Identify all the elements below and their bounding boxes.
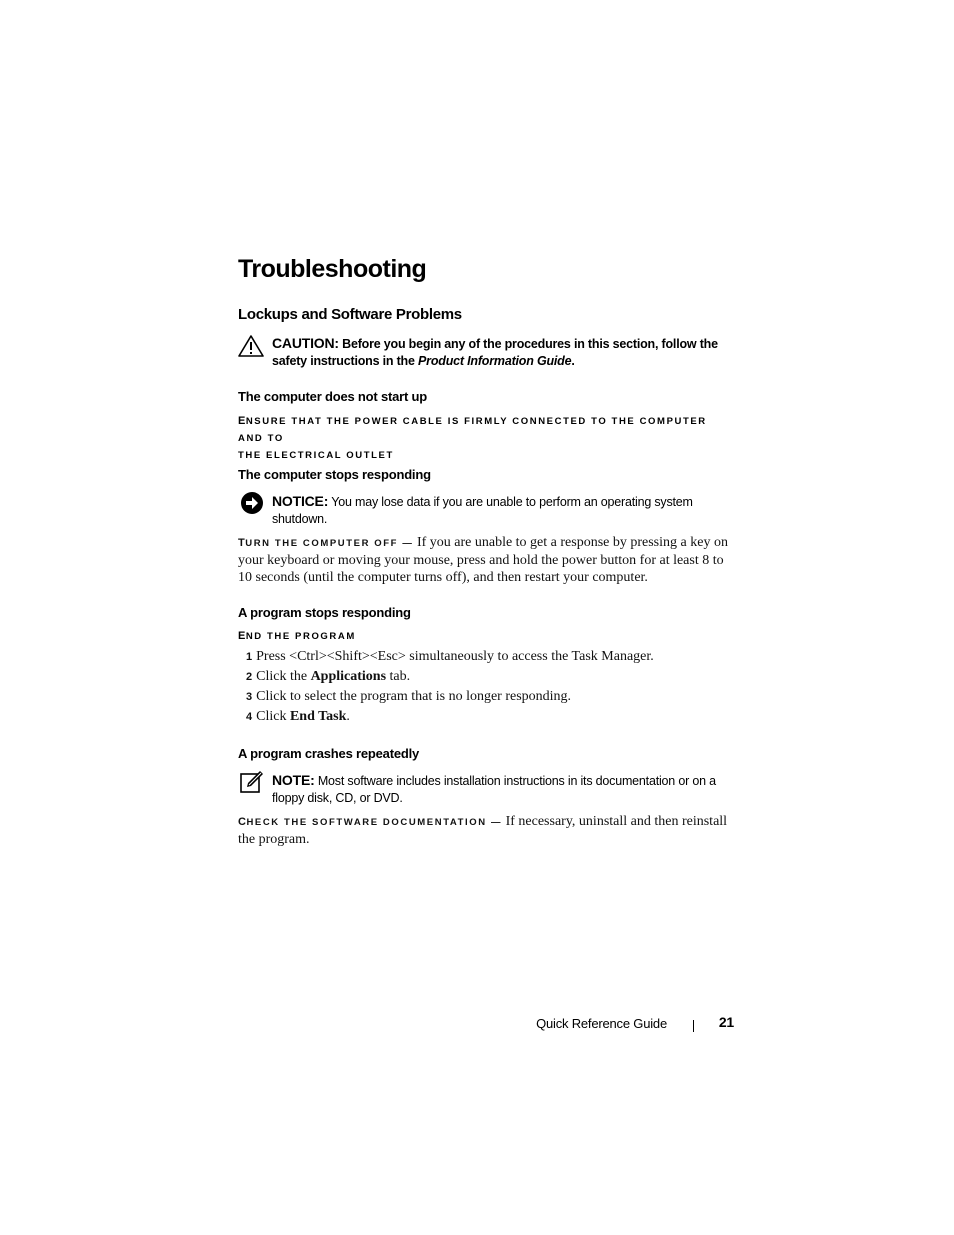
- topic-heading-program-crashes: A program crashes repeatedly: [238, 746, 420, 761]
- end-program-label: END THE PROGRAM: [238, 630, 356, 642]
- page-number: 21: [718, 1014, 734, 1030]
- applications-tab-name: Applications: [310, 669, 387, 684]
- instruction-power-cable: [238, 413, 734, 464]
- steps-list: [246, 647, 736, 727]
- topic-heading-stops-responding: The computer stops responding: [238, 467, 431, 482]
- topic-heading-no-start: The computer does not start up: [238, 389, 428, 404]
- instruction-cap: E: [238, 415, 246, 427]
- footer-divider: [693, 1020, 694, 1032]
- page-title: Troubleshooting: [238, 255, 427, 283]
- list-item: 4 Click End Task.: [246, 709, 350, 724]
- note-text: [272, 772, 738, 807]
- caution-period: .: [571, 354, 575, 368]
- caution-label: CAUTION:: [272, 335, 339, 351]
- notice-body: You may lose data if you are unable to perform an operating system shutdown.: [272, 495, 693, 526]
- end-task-button-name: End Task: [289, 709, 347, 724]
- page-footer: [238, 1014, 734, 1034]
- topic-heading-program-stops: A program stops responding: [238, 605, 411, 620]
- list-item: 3 Click to select the program that is no longer responding.: [246, 689, 572, 704]
- note-pencil-icon: [240, 770, 266, 794]
- turn-off-paragraph: [238, 534, 734, 586]
- instruction-line2: THE ELECTRICAL OUTLET: [238, 450, 394, 461]
- note-body: Most software includes installation instructions in its documentation or on a floppy disk, CD, or DVD.: [272, 774, 716, 805]
- note-label: NOTE:: [272, 772, 315, 788]
- check-docs-label: CHECK THE SOFTWARE DOCUMENTATION —: [238, 816, 503, 828]
- footer-guide-title: Quick Reference Guide: [536, 1016, 667, 1031]
- caution-text: [272, 335, 738, 370]
- check-docs-paragraph: [238, 813, 734, 848]
- instruction-line1: NSURE THAT THE POWER CABLE IS FIRMLY CONNECTED TO THE COMPUTER AND TO: [238, 416, 707, 444]
- turn-off-text: If you are unable to get a response by pressing a key on your keyboard or moving your mouse, press and hold the power button for at least 8 to 10 seconds (until the computer turns off), and then restart your computer.: [238, 535, 728, 585]
- caution-triangle-icon: [238, 334, 264, 358]
- check-docs-text: If necessary, uninstall and then reinstall the program.: [238, 814, 728, 847]
- notice-label: NOTICE:: [272, 493, 329, 509]
- turn-off-label: TURN THE COMPUTER OFF —: [238, 537, 414, 549]
- caution-body: Before you begin any of the procedures in this section, follow the safety instructions in the: [272, 337, 718, 368]
- list-item: 1 Press <Ctrl><Shift><Esc> simultaneously to access the Task Manager.: [246, 649, 654, 664]
- caution-guide-name: Product Information Guide: [418, 354, 572, 368]
- section-heading: Lockups and Software Problems: [238, 306, 462, 323]
- list-item: 2 Click the Applications tab.: [246, 669, 411, 684]
- notice-text: [272, 493, 738, 528]
- notice-arrow-icon: [240, 491, 266, 515]
